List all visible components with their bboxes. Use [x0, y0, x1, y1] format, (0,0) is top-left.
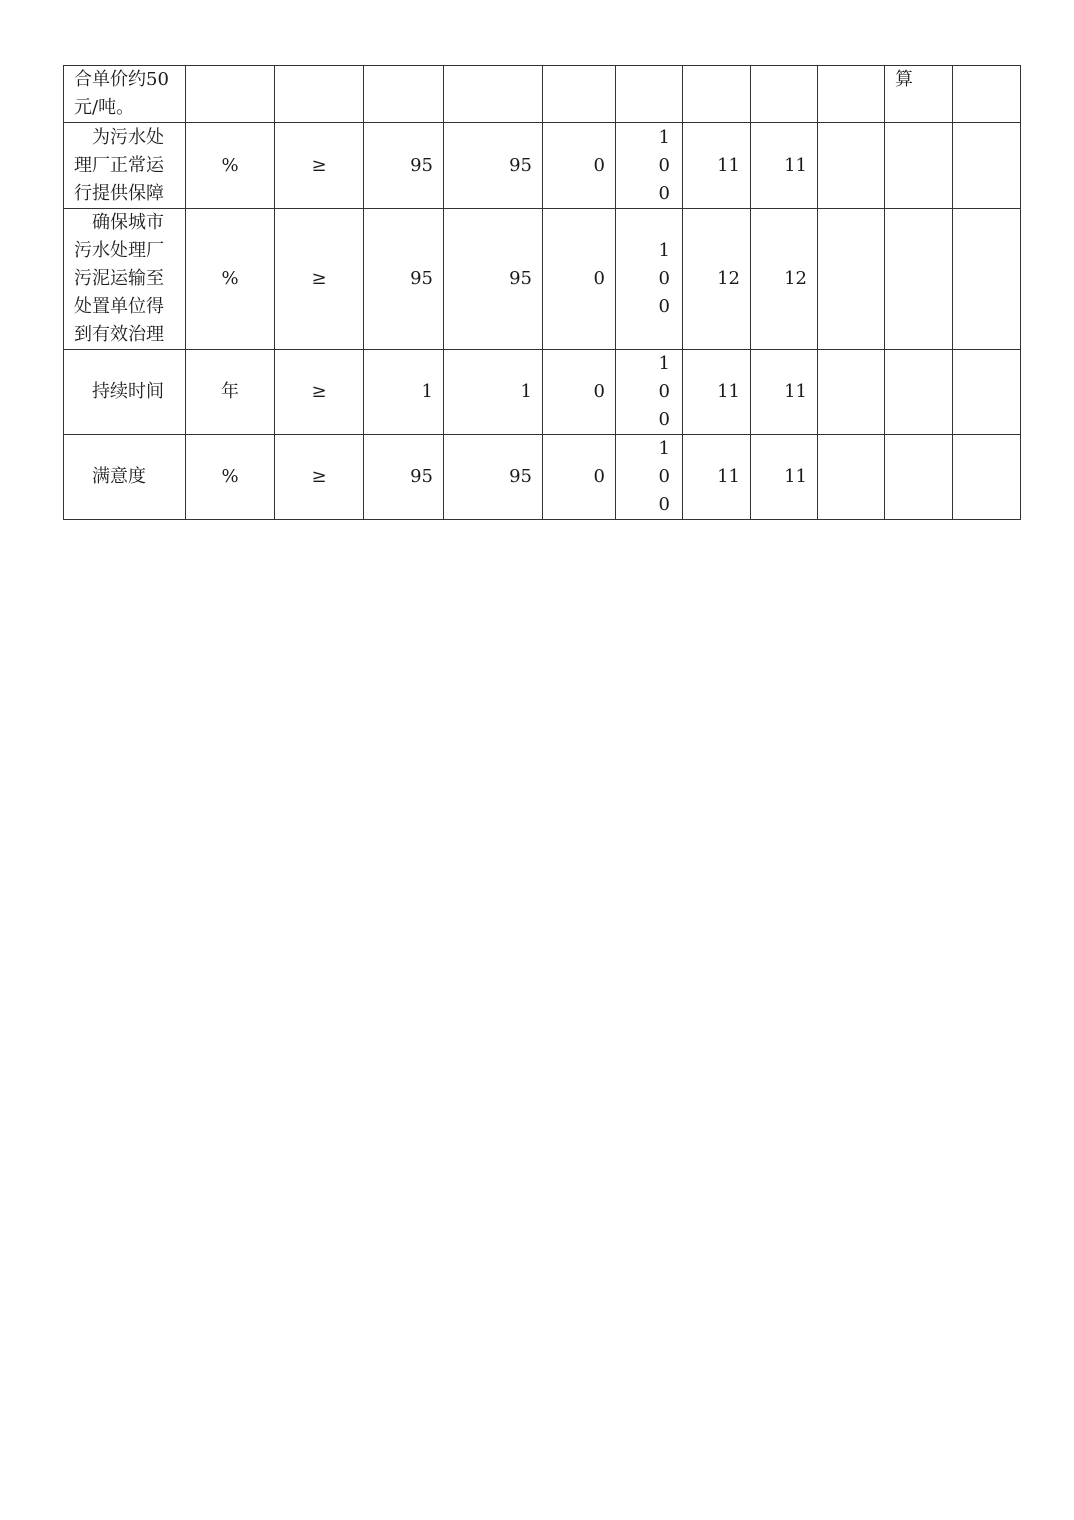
blank-cell	[885, 123, 953, 209]
blank-cell	[953, 350, 1021, 435]
score-cell: 12	[751, 209, 818, 350]
score-cell: 11	[751, 123, 818, 209]
blank-cell	[953, 123, 1021, 209]
blank-cell	[953, 209, 1021, 350]
score-base-value: 100	[658, 240, 670, 317]
blank-cell	[885, 435, 953, 520]
indicator-name-cell	[64, 66, 186, 123]
deviation-cell: 0	[543, 209, 616, 350]
score-base-cell	[616, 66, 683, 123]
actual-value-cell: 95	[444, 123, 543, 209]
score-base-value: 100	[658, 126, 670, 204]
blank-cell	[953, 66, 1021, 123]
blank-cell	[818, 123, 885, 209]
blank-cell	[818, 435, 885, 520]
target-value-cell: 95	[364, 435, 444, 520]
weight-cell: 12	[683, 209, 751, 350]
score-cell: 11	[751, 350, 818, 435]
unit-cell: %	[186, 435, 275, 520]
score-cell: 11	[751, 435, 818, 520]
indicator-name-cell	[64, 435, 186, 520]
table-row	[64, 123, 1021, 209]
deviation-cell: 0	[543, 435, 616, 520]
remark-cell: 算	[885, 66, 953, 123]
score-base-value: 100	[658, 438, 670, 515]
table-row	[64, 350, 1021, 435]
deviation-cell	[543, 66, 616, 123]
score-base-cell	[616, 350, 683, 435]
score-base-cell	[616, 123, 683, 209]
weight-cell: 11	[683, 123, 751, 209]
indicator-name-cell	[64, 350, 186, 435]
blank-cell	[885, 209, 953, 350]
table-row	[64, 66, 1021, 123]
table-row	[64, 209, 1021, 350]
table-row	[64, 435, 1021, 520]
blank-cell	[818, 209, 885, 350]
weight-cell: 11	[683, 350, 751, 435]
indicator-name: 确保城市污水处理厂污泥运输至处置单位得到有效治理	[74, 212, 164, 345]
target-value-cell: 1	[364, 350, 444, 435]
actual-value-cell: 95	[444, 435, 543, 520]
operator-cell: ≥	[275, 123, 364, 209]
blank-cell	[818, 350, 885, 435]
operator-cell: ≥	[275, 209, 364, 350]
operator-cell	[275, 66, 364, 123]
indicator-name-cell	[64, 123, 186, 209]
score-base-cell	[616, 209, 683, 350]
unit-cell: %	[186, 209, 275, 350]
indicator-name: 满意度	[92, 466, 146, 487]
indicator-name: 为污水处理厂正常运行提供保障	[74, 126, 164, 204]
operator-cell: ≥	[275, 435, 364, 520]
indicator-name: 持续时间	[92, 381, 164, 402]
target-value-cell: 95	[364, 209, 444, 350]
deviation-cell: 0	[543, 123, 616, 209]
indicator-name: 合单价约50元/吨。	[74, 69, 169, 118]
deviation-cell: 0	[543, 350, 616, 435]
actual-value-cell: 1	[444, 350, 543, 435]
score-cell	[751, 66, 818, 123]
unit-cell	[186, 66, 275, 123]
blank-cell	[818, 66, 885, 123]
indicator-name-cell	[64, 209, 186, 350]
weight-cell: 11	[683, 435, 751, 520]
actual-value-cell: 95	[444, 209, 543, 350]
indicator-table	[63, 65, 1021, 520]
unit-cell: 年	[186, 350, 275, 435]
unit-cell: %	[186, 123, 275, 209]
target-value-cell: 95	[364, 123, 444, 209]
blank-cell	[953, 435, 1021, 520]
target-value-cell	[364, 66, 444, 123]
actual-value-cell	[444, 66, 543, 123]
operator-cell: ≥	[275, 350, 364, 435]
score-base-cell	[616, 435, 683, 520]
score-base-value: 100	[658, 353, 670, 430]
weight-cell	[683, 66, 751, 123]
blank-cell	[885, 350, 953, 435]
